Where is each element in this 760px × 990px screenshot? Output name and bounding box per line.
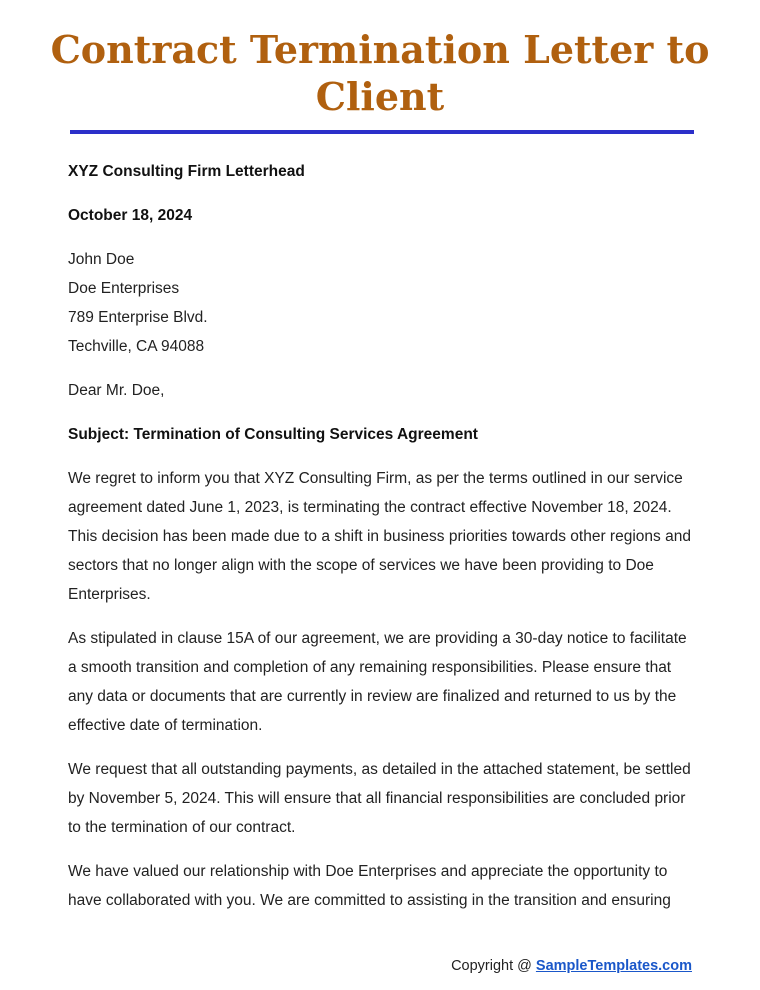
letter-body	[68, 157, 694, 930]
recipient-company: Doe Enterprises	[68, 280, 180, 297]
recipient-city: Techville, CA 94088	[68, 338, 205, 355]
body-paragraph-4: We have valued our relationship with Doe Enterprises and appreciate the opportunity to have collaborated with you. We are committed to assisting in the transition and ensuring	[68, 863, 671, 909]
subject-line: Subject: Termination of Consulting Services Agreement	[68, 426, 478, 443]
recipient-address	[68, 245, 694, 361]
sampletemplates-link[interactable]: SampleTemplates.com	[535, 958, 692, 974]
copyright-text: Copyright @	[451, 958, 536, 974]
copyright-footer	[451, 953, 692, 979]
salutation: Dear Mr. Doe,	[68, 382, 165, 399]
body-paragraph-3: We request that all outstanding payments, as detailed in the attached statement, be settled by November 5, 2024. This will ensure that all financial responsibilities are concluded prior to the termination of our contract.	[68, 761, 691, 836]
recipient-street: 789 Enterprise Blvd.	[68, 309, 208, 326]
body-paragraph-2: As stipulated in clause 15A of our agreement, we are providing a 30-day notice to facilitate a smooth transition and completion of any remaining responsibilities. Please ensure that any data or documents that are currently in review are finalized and returned to us by the effective date of termination.	[68, 630, 687, 734]
recipient-name: John Doe	[68, 251, 135, 268]
page-title: Contract Termination Letter to Client	[50, 27, 710, 119]
body-paragraph-1: We regret to inform you that XYZ Consulting Firm, as per the terms outlined in our service agreement dated June 1, 2023, is terminating the contract effective November 18, 2024. This decision has been made due to a shift in business priorities towards other regions and sectors that no longer align with the scope of services we have been providing to Doe Enterprises.	[68, 470, 691, 603]
letterhead: XYZ Consulting Firm Letterhead	[68, 163, 305, 180]
letter-date: October 18, 2024	[68, 207, 193, 224]
title-divider	[70, 130, 694, 134]
